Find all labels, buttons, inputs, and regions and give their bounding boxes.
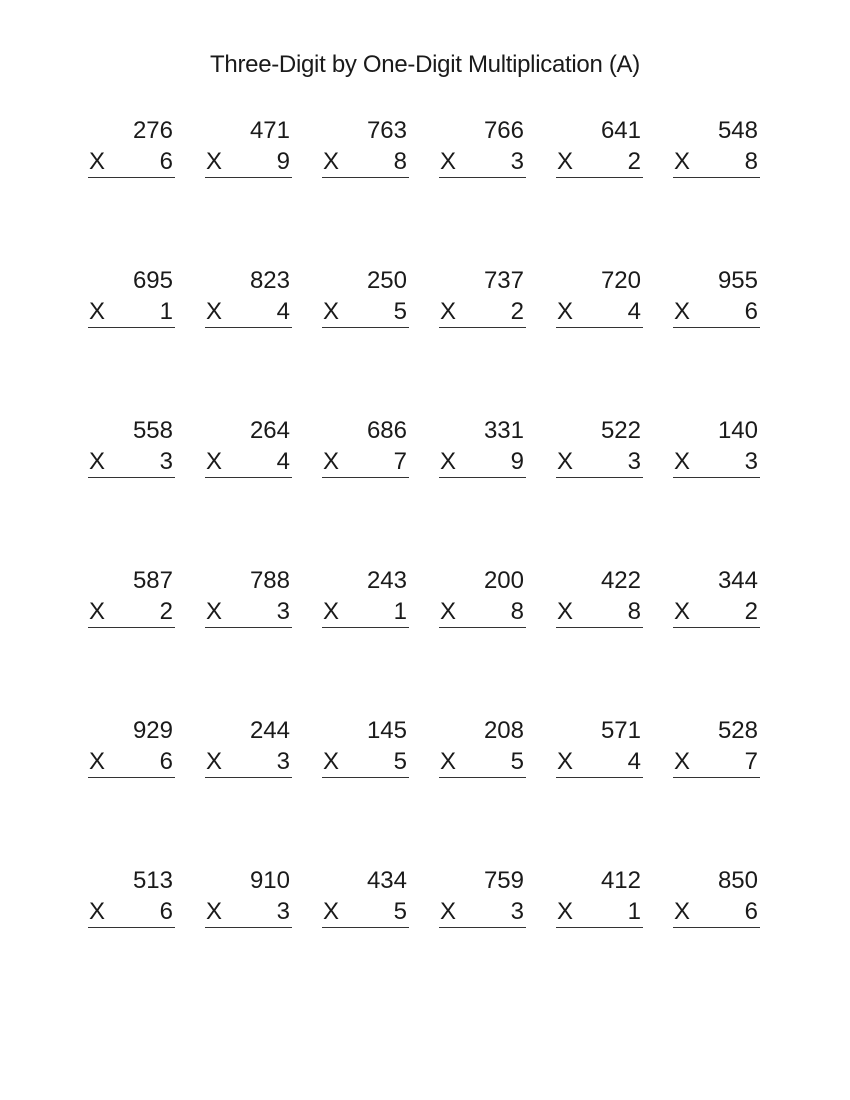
problem-row — [88, 865, 760, 1015]
multiplication-problem — [673, 115, 760, 265]
multiplicand: 434 — [366, 867, 407, 894]
multiply-sign: X — [674, 748, 691, 775]
multiplication-problem — [88, 265, 175, 415]
multiply-sign: X — [89, 148, 106, 175]
multiplier: 8 — [510, 598, 524, 625]
multiplication-problem — [556, 415, 643, 565]
multiply-sign: X — [674, 898, 691, 925]
multiplier-line — [673, 296, 760, 328]
multiply-sign: X — [557, 448, 574, 475]
multiplicand: 145 — [366, 717, 407, 744]
multiplicand: 344 — [717, 567, 758, 594]
multiplier-line — [673, 746, 760, 778]
problem-grid — [88, 115, 760, 1015]
multiply-sign: X — [89, 448, 106, 475]
multiplication-problem — [88, 865, 175, 1015]
multiplier-line — [205, 896, 292, 928]
multiplication-problem — [205, 565, 292, 715]
multiplier: 5 — [510, 748, 524, 775]
multiply-sign: X — [323, 298, 340, 325]
multiplier: 4 — [627, 298, 641, 325]
multiplicand: 140 — [717, 417, 758, 444]
multiplier: 9 — [510, 448, 524, 475]
multiplication-problem — [88, 565, 175, 715]
multiplier-line — [88, 596, 175, 628]
multiplier-line — [673, 446, 760, 478]
multiplier-line — [439, 746, 526, 778]
multiplication-problem — [673, 715, 760, 865]
multiplier: 6 — [159, 898, 173, 925]
multiplicand: 850 — [717, 867, 758, 894]
multiplier-line — [673, 146, 760, 178]
multiplier-line — [88, 896, 175, 928]
multiplicand: 548 — [717, 117, 758, 144]
worksheet-title: Three-Digit by One-Digit Multiplication (A) — [210, 51, 640, 78]
multiplier-line — [322, 296, 409, 328]
multiply-sign: X — [323, 598, 340, 625]
multiplier-line — [556, 596, 643, 628]
multiplication-problem — [439, 565, 526, 715]
multiplier-line — [322, 746, 409, 778]
multiplier: 6 — [744, 898, 758, 925]
multiplier-line — [322, 146, 409, 178]
multiplication-problem — [205, 415, 292, 565]
multiplication-problem — [205, 265, 292, 415]
multiplicand: 759 — [483, 867, 524, 894]
multiplier-line — [322, 596, 409, 628]
multiplicand: 587 — [132, 567, 173, 594]
multiplier-line — [439, 446, 526, 478]
multiplication-problem — [322, 715, 409, 865]
multiplier: 5 — [393, 748, 407, 775]
multiplicand: 571 — [600, 717, 641, 744]
multiplier: 8 — [393, 148, 407, 175]
multiplier: 3 — [627, 448, 641, 475]
multiply-sign: X — [206, 298, 223, 325]
multiply-sign: X — [440, 898, 457, 925]
multiplier-line — [439, 896, 526, 928]
multiplier-line — [556, 446, 643, 478]
multiplication-problem — [439, 415, 526, 565]
multiplier-line — [673, 896, 760, 928]
multiplier: 1 — [627, 898, 641, 925]
multiplication-problem — [439, 115, 526, 265]
multiplier-line — [88, 146, 175, 178]
multiplication-problem — [322, 865, 409, 1015]
multiply-sign: X — [206, 898, 223, 925]
multiplier-line — [205, 296, 292, 328]
multiplier: 7 — [744, 748, 758, 775]
multiplicand: 471 — [249, 117, 290, 144]
multiplier-line — [556, 746, 643, 778]
multiplier-line — [88, 746, 175, 778]
multiplicand: 686 — [366, 417, 407, 444]
multiplier: 3 — [510, 148, 524, 175]
multiplier: 3 — [159, 448, 173, 475]
multiplier-line — [673, 596, 760, 628]
multiplicand: 788 — [249, 567, 290, 594]
multiplier: 2 — [159, 598, 173, 625]
multiplicand: 422 — [600, 567, 641, 594]
problem-row — [88, 115, 760, 265]
multiply-sign: X — [206, 148, 223, 175]
multiplicand: 276 — [132, 117, 173, 144]
multiplicand: 250 — [366, 267, 407, 294]
multiplicand: 264 — [249, 417, 290, 444]
multiplication-problem — [88, 715, 175, 865]
multiplier-line — [556, 896, 643, 928]
multiplicand: 513 — [132, 867, 173, 894]
multiplication-problem — [556, 715, 643, 865]
multiply-sign: X — [557, 898, 574, 925]
multiplier: 2 — [510, 298, 524, 325]
multiplication-problem — [205, 865, 292, 1015]
multiplier: 1 — [393, 598, 407, 625]
multiplicand: 955 — [717, 267, 758, 294]
multiply-sign: X — [440, 448, 457, 475]
multiplicand: 910 — [249, 867, 290, 894]
multiply-sign: X — [323, 748, 340, 775]
multiply-sign: X — [674, 598, 691, 625]
multiplier-line — [205, 146, 292, 178]
multiplier: 4 — [276, 448, 290, 475]
multiply-sign: X — [323, 448, 340, 475]
multiplier: 3 — [276, 898, 290, 925]
multiply-sign: X — [323, 898, 340, 925]
multiplier: 3 — [510, 898, 524, 925]
multiplier: 1 — [159, 298, 173, 325]
multiplier-line — [439, 146, 526, 178]
problem-row — [88, 565, 760, 715]
multiplication-problem — [673, 265, 760, 415]
multiplier-line — [439, 596, 526, 628]
multiplicand: 737 — [483, 267, 524, 294]
multiplication-problem — [88, 115, 175, 265]
multiplication-problem — [556, 565, 643, 715]
multiplier: 8 — [744, 148, 758, 175]
multiplier-line — [322, 896, 409, 928]
multiplicand: 823 — [249, 267, 290, 294]
multiplicand: 695 — [132, 267, 173, 294]
multiplier: 6 — [744, 298, 758, 325]
multiplier-line — [556, 146, 643, 178]
multiplier: 2 — [744, 598, 758, 625]
multiplication-problem — [439, 265, 526, 415]
multiply-sign: X — [440, 298, 457, 325]
multiplier-line — [205, 596, 292, 628]
multiplication-problem — [673, 865, 760, 1015]
multiplicand: 641 — [600, 117, 641, 144]
multiplication-problem — [322, 265, 409, 415]
multiply-sign: X — [557, 298, 574, 325]
multiplier-line — [439, 296, 526, 328]
multiplier: 4 — [627, 748, 641, 775]
multiplier: 3 — [276, 748, 290, 775]
multiplication-problem — [439, 865, 526, 1015]
multiplier-line — [88, 296, 175, 328]
multiplicand: 766 — [483, 117, 524, 144]
problem-row — [88, 715, 760, 865]
multiplication-problem — [322, 415, 409, 565]
multiplication-problem — [673, 415, 760, 565]
multiplier: 2 — [627, 148, 641, 175]
multiplier-line — [205, 746, 292, 778]
multiplicand: 208 — [483, 717, 524, 744]
multiplicand: 528 — [717, 717, 758, 744]
multiplicand: 331 — [483, 417, 524, 444]
multiplicand: 558 — [132, 417, 173, 444]
multiplicand: 929 — [132, 717, 173, 744]
multiplier: 9 — [276, 148, 290, 175]
multiply-sign: X — [323, 148, 340, 175]
multiplication-problem — [322, 115, 409, 265]
multiplier: 5 — [393, 898, 407, 925]
multiplicand: 200 — [483, 567, 524, 594]
multiplicand: 720 — [600, 267, 641, 294]
multiplicand: 763 — [366, 117, 407, 144]
multiply-sign: X — [440, 148, 457, 175]
multiplicand: 244 — [249, 717, 290, 744]
multiplier: 3 — [276, 598, 290, 625]
multiply-sign: X — [557, 148, 574, 175]
multiplier: 7 — [393, 448, 407, 475]
multiply-sign: X — [674, 298, 691, 325]
multiply-sign: X — [206, 748, 223, 775]
multiplier-line — [556, 296, 643, 328]
multiply-sign: X — [206, 598, 223, 625]
multiplier-line — [205, 446, 292, 478]
multiplier-line — [88, 446, 175, 478]
multiply-sign: X — [674, 448, 691, 475]
multiply-sign: X — [440, 748, 457, 775]
multiplicand: 412 — [600, 867, 641, 894]
multiply-sign: X — [89, 748, 106, 775]
multiplication-problem — [673, 565, 760, 715]
multiplication-problem — [205, 115, 292, 265]
multiplier: 5 — [393, 298, 407, 325]
multiplier: 8 — [627, 598, 641, 625]
multiply-sign: X — [557, 598, 574, 625]
multiply-sign: X — [674, 148, 691, 175]
multiply-sign: X — [557, 748, 574, 775]
multiplier-line — [322, 446, 409, 478]
multiplication-problem — [205, 715, 292, 865]
multiply-sign: X — [89, 598, 106, 625]
multiplication-problem — [88, 415, 175, 565]
multiply-sign: X — [89, 898, 106, 925]
multiplication-problem — [556, 115, 643, 265]
multiplication-problem — [439, 715, 526, 865]
multiplication-problem — [556, 265, 643, 415]
multiplicand: 522 — [600, 417, 641, 444]
multiplier: 6 — [159, 148, 173, 175]
multiplicand: 243 — [366, 567, 407, 594]
multiplier: 3 — [744, 448, 758, 475]
multiply-sign: X — [440, 598, 457, 625]
multiplication-problem — [556, 865, 643, 1015]
problem-row — [88, 265, 760, 415]
multiplier: 6 — [159, 748, 173, 775]
multiplier: 4 — [276, 298, 290, 325]
multiply-sign: X — [206, 448, 223, 475]
multiply-sign: X — [89, 298, 106, 325]
problem-row — [88, 415, 760, 565]
multiplication-problem — [322, 565, 409, 715]
